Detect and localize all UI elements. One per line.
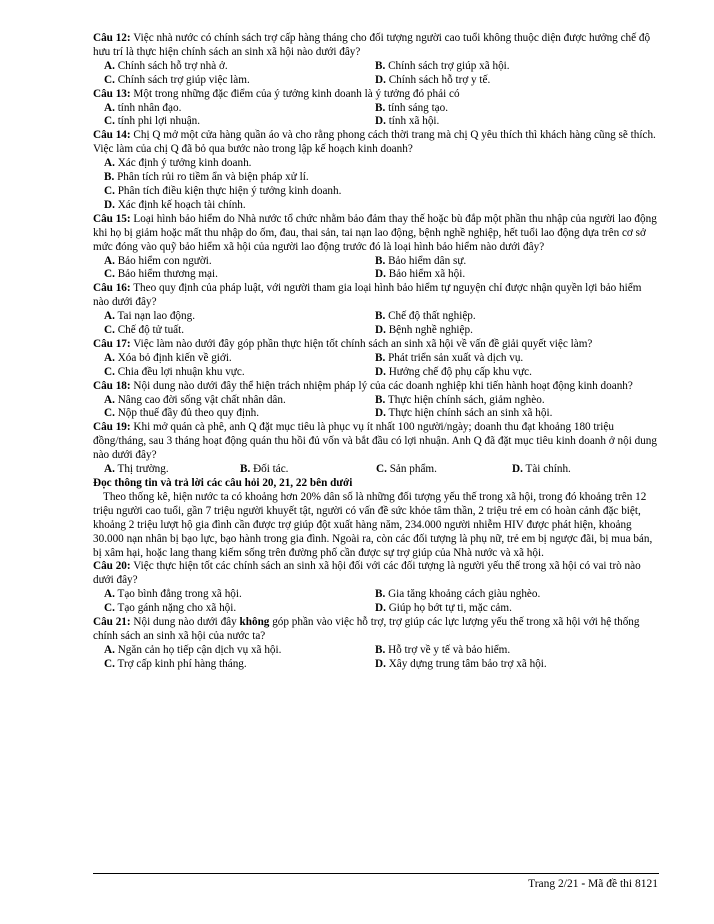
option-b[interactable]: B. Phát triển sản xuất và dịch vụ.: [375, 351, 524, 364]
section-title: Đọc thông tin và trả lời các câu hỏi 20, 21, 22 bên dưới: [93, 477, 353, 489]
question-number: Câu 12:: [93, 32, 131, 44]
option-a[interactable]: A. tính nhân đạo.: [104, 101, 182, 114]
option-c[interactable]: C. Nộp thuế đầy đủ theo quy định.: [104, 407, 260, 420]
option-d[interactable]: D. Tài chính.: [512, 463, 571, 476]
option-b[interactable]: B. Chính sách trợ giúp xã hội.: [375, 59, 510, 72]
options: [93, 463, 659, 477]
question-16: [93, 282, 659, 338]
option-d[interactable]: D. tính xã hội.: [375, 115, 440, 128]
question-number: Câu 14:: [93, 129, 131, 142]
question-number: Câu 13:: [93, 87, 131, 100]
question-number: Câu 19:: [93, 421, 131, 434]
question-21: [93, 616, 659, 672]
option-c[interactable]: C. Trợ cấp kinh phí hàng tháng.: [104, 657, 247, 670]
option-b[interactable]: B. Phân tích rủi ro tiềm ẩn và biện pháp xử lí.: [104, 171, 309, 184]
option-d[interactable]: D. Thực hiện chính sách an sinh xã hội.: [375, 407, 553, 420]
reading-passage: Theo thống kê, hiện nước ta có khoảng hơn 20% dân số là những đối tượng yếu thế trong xã hội, trong đó khoảng trên 12 triệu người cao tuổi, gần 7 triệu người khuyết tật, người có vấn đề sức khỏe tâm thần, 2 triệu trẻ em có hoàn cảnh đặc biệt, khoảng 2 triệu lượt hộ gia đình cần được trợ giúp đột xuất hàng năm, 234.000 người nhiễm HIV được phát hiện, khoảng 30.000 nạn nhân bị bạo lực, bạo hành trong gia đình. Ngoài ra, còn các đối tượng là phụ nữ, trẻ em bị ngược đãi, bị mua bán, bị xâm hại, hoặc lang thang kiếm sống trên đường phố cần được sự trợ giúp của Nhà nước và xã hội.: [93, 490, 653, 559]
question-text: Chị Q mở một cửa hàng quần áo và cho rằng phong cách thời trang mà chị Q yêu thích thì khách hàng cũng sẽ thích. Việc làm của chị Q đã bỏ qua bước nào trong lập kế hoạch kinh doanh?: [93, 129, 656, 156]
question-text: Một trong những đặc điểm của ý tưởng kinh doanh là ý tưởng đó phải có: [133, 87, 460, 100]
option-c[interactable]: C. Chia đều lợi nhuận khu vực.: [104, 365, 245, 378]
option-b[interactable]: B. Hỗ trợ về y tế và bảo hiểm.: [375, 643, 511, 656]
question-text-rest: góp phần vào việc hỗ trợ, trợ giúp các lực lượng yếu thế trong xã hội với hệ thống chính sách an sinh xã hội của nước ta?: [93, 616, 640, 642]
option-a[interactable]: A. Tạo bình đẳng trong xã hội.: [104, 588, 242, 601]
option-c[interactable]: C. Chế độ tử tuất.: [104, 324, 185, 337]
options: [93, 394, 659, 422]
question-text: Khi mở quán cà phê, anh Q đặt mục tiêu là phục vụ ít nhất 100 người/ngày; doanh thu đạt khoảng 180 triệu đồng/tháng, sau 3 tháng hoạt động quán thu hồi đủ vốn và bắt đầu có lợi nhuận. Anh Q đã đặt mục tiêu kinh doanh ở nội dung nào dưới đây?: [93, 421, 657, 462]
options: [93, 157, 659, 213]
option-d[interactable]: D. Giúp họ bớt tự ti, mặc cảm.: [375, 602, 512, 615]
question-13: [93, 88, 659, 130]
option-d[interactable]: D. Chính sách hỗ trợ y tế.: [375, 73, 491, 86]
option-a[interactable]: A. Ngăn cản họ tiếp cận dịch vụ xã hội.: [104, 643, 282, 656]
option-b[interactable]: B. Đối tác.: [240, 463, 289, 476]
question-18: [93, 380, 659, 422]
question-19: [93, 421, 659, 477]
options: [93, 310, 659, 338]
question-text: Việc nhà nước có chính sách trợ cấp hàng tháng cho đối tượng người cao tuổi không thuộc diện được hưởng chế độ hưu trí là thực hiện chính sách an sinh xã hội nào dưới đây?: [93, 32, 651, 58]
options: [93, 255, 659, 283]
question-text: Nội dung nào dưới đây thể hiện trách nhiệm pháp lý của các doanh nghiệp khi tiến hành hoạt động kinh doanh?: [133, 379, 633, 392]
option-d[interactable]: D. Bảo hiểm xã hội.: [375, 268, 466, 281]
exam-page: [93, 32, 659, 672]
option-c[interactable]: C. Chính sách trợ giúp việc làm.: [104, 73, 250, 86]
option-a[interactable]: A. Xác định ý tưởng kinh doanh.: [104, 157, 252, 170]
option-d[interactable]: D. Bệnh nghề nghiệp.: [375, 324, 473, 337]
option-b[interactable]: B. Thực hiện chính sách, giảm nghèo.: [375, 393, 545, 406]
option-a[interactable]: A. Xóa bỏ định kiến về giới.: [104, 351, 232, 364]
options: [93, 352, 659, 380]
question-number: Câu 21:: [93, 616, 131, 629]
options: [93, 588, 659, 616]
option-c[interactable]: C. tính phi lợi nhuận.: [104, 115, 201, 128]
option-a[interactable]: A. Chính sách hỗ trợ nhà ở.: [104, 59, 228, 72]
option-d[interactable]: D. Xây dựng trung tâm bảo trợ xã hội.: [375, 657, 547, 670]
question-14: [93, 129, 659, 212]
question-number: Câu 17:: [93, 337, 131, 350]
question-17: [93, 338, 659, 380]
exam-code: Mã đề thi 8121: [588, 878, 658, 890]
emphasis-word: không: [239, 616, 270, 629]
options: [93, 644, 659, 672]
page-footer: [528, 878, 658, 890]
question-text: Việc thực hiện tốt các chính sách an sinh xã hội đối với các đối tượng là người yếu thế trong xã hội có vai trò nào dưới đây?: [93, 560, 641, 587]
question-number: Câu 15:: [93, 212, 131, 225]
option-c[interactable]: C. Bảo hiểm thương mại.: [104, 268, 218, 281]
question-20: [93, 560, 659, 616]
option-c[interactable]: C. Tạo gánh nặng cho xã hội.: [104, 602, 237, 615]
option-c[interactable]: C. Phân tích điều kiện thực hiện ý tưởng kinh doanh.: [104, 184, 342, 197]
question-15: [93, 213, 659, 283]
question-text: Theo quy định của pháp luật, với người tham gia loại hình bảo hiểm tự nguyện chỉ được nhận quyền lợi bảo hiểm nào dưới đây?: [93, 282, 642, 309]
question-text: Nội dung nào dưới đây: [133, 616, 240, 629]
option-b[interactable]: B. Bảo hiểm dân sự.: [375, 254, 467, 267]
option-b[interactable]: B. tính sáng tạo.: [375, 101, 449, 114]
options: [93, 102, 659, 130]
option-d[interactable]: D. Hưởng chế độ phụ cấp khu vực.: [375, 365, 532, 378]
question-number: Câu 18:: [93, 379, 131, 392]
options: [93, 60, 659, 88]
option-d[interactable]: D. Xác định kế hoạch tài chính.: [104, 198, 246, 211]
question-number: Câu 20:: [93, 560, 131, 573]
option-a[interactable]: A. Bảo hiểm con người.: [104, 254, 212, 267]
page-number: Trang 2/21: [528, 878, 579, 890]
option-b[interactable]: B. Chế độ thất nghiệp.: [375, 310, 476, 323]
footer-separator: -: [578, 878, 589, 890]
option-a[interactable]: A. Tai nạn lao động.: [104, 310, 196, 323]
question-text: Việc làm nào dưới đây góp phần thực hiện tốt chính sách an sinh xã hội về vấn đề giải quyết việc làm?: [133, 337, 593, 350]
question-text: Loại hình bảo hiểm do Nhà nước tổ chức nhằm bảo đảm thay thế hoặc bù đắp một phần thu nhập của người lao động khi họ bị giảm hoặc mất thu nhập do ốm, đau, thai sản, tai nạn lao động, bệnh nghề nghiệp, hết tuổi lao động dựa trên cơ sở mức đóng vào quỹ bảo hiểm xã hội của người lao động trước đó là loại hình bảo hiểm nào dưới đây?: [93, 212, 657, 253]
option-c[interactable]: C. Sản phẩm.: [376, 463, 437, 476]
question-number: Câu 16:: [93, 282, 131, 295]
option-b[interactable]: B. Gia tăng khoảng cách giàu nghèo.: [375, 588, 541, 601]
option-a[interactable]: A. Thị trường.: [104, 463, 169, 476]
question-12: [93, 32, 659, 88]
option-a[interactable]: A. Nâng cao đời sống vật chất nhân dân.: [104, 393, 286, 406]
footer-divider: [93, 873, 659, 874]
